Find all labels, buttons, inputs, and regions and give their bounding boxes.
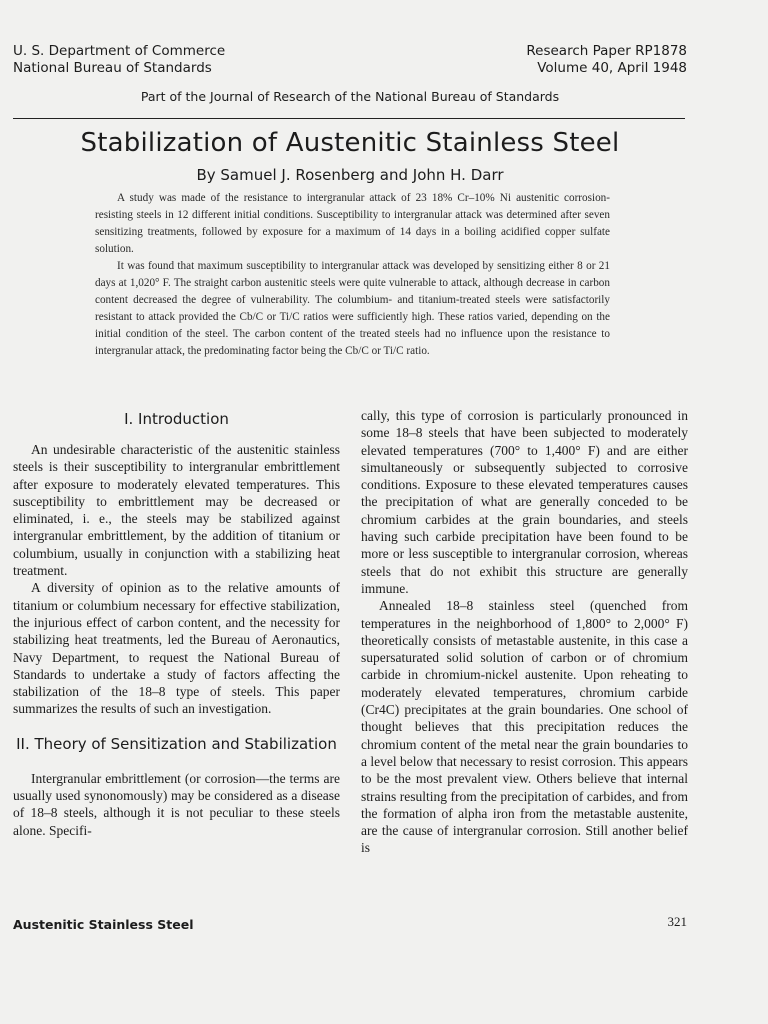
section-heading-theory: II. Theory of Sensitization and Stabilization [16,734,337,753]
page-number: 321 [667,914,687,929]
volume-date: Volume 40, April 1948 [537,60,687,76]
intro-paragraph-2: A diversity of opinion as to the relative amounts of titanium or columbium necessary for effective stabilization, the injurious effect of carbon content, and the necessity for stabilizing heat treatments, led the Bureau of Aeronautics, Navy Department, to request the National Bureau of Standards to undertake a study of factors affecting the stabilization of the 18–8 type of steels. This paper summarizes the results of such an investigation. [13,580,340,717]
running-title: Austenitic Stainless Steel [13,917,194,932]
abstract-paragraph-1: A study was made of the resistance to intergranular attack of 23 18% Cr–10% Ni austenitic corrosion-resisting steels in 12 different initial conditions. Susceptibility to intergranular attack was determined after seven sensitizing treatments, followed by exposure for a maximum of 14 days in a boiling acidified copper sulfate solution. [95,192,610,255]
paper-id: Research Paper RP1878 [526,43,687,59]
agency-line-1: U. S. Department of Commerce [13,43,226,59]
paper-title: Stabilization of Austenitic Stainless Steel [80,128,620,158]
theory-paragraph-2: cally, this type of corrosion is particularly pronounced in some 18–8 steels that have been subjected to moderately elevated temperatures (700° to 1,400° F) and are either simultaneously or subsequently subjected to corrosive conditions. Exposure to these elevated temperatures causes the precipitation of what are generally conceded to be chromium carbides at the grain boundaries, and steels having such carbide precipitation have been found to be more or less susceptible to intergranular corrosion, whereas steels that do not exhibit this structure are generally immune. [361,408,688,596]
right-column [361,407,688,857]
agency-line-2: National Bureau of Standards [13,60,212,76]
theory-paragraph-3: Annealed 18–8 stainless steel (quenched from temperatures in the neighborhood of 1,800° to 2,000° F) theoretically consists of metastable austenite, in this case a supersaturated solid solution of carbon or of chromium carbide in chromium-nickel austenite. Upon reheating to moderately elevated temperatures, chromium carbide (Cr4C) precipitates at the grain boundaries. One school of thought believes that this precipitation reduces the chromium content of the metal near the grain boundaries to a level below that necessary to resist corrosion. This appears to be the most prevalent view. Others believe that internal strains resulting from the precipitation of carbides, and from the formation of alpha iron from the metastable austenite, are the cause of intergranular corrosion. Still another belief is [361,598,688,856]
left-column [13,407,340,839]
journal-line: Part of the Journal of Research of the National Bureau of Standards [140,89,560,104]
agency-block [13,43,225,77]
theory-paragraph-1: Intergranular embrittlement (or corrosion—the terms are usually used synonomously) may be considered as a disease of 18–8 steels, although it is not peculiar to these steels alone. Specifi- [13,770,340,838]
section-heading-introduction: I. Introduction [124,410,229,428]
paper-info-block [526,43,687,77]
authors: By Samuel J. Rosenberg and John H. Darr [196,166,504,184]
intro-paragraph-1: An undesirable characteristic of the austenitic stainless steels is their susceptibility to intergranular embrittlement after exposure to moderately elevated temperatures. This susceptibility to embrittlement may be decreased or eliminated, i. e., the steels may be stabilized against intergranular embrittlement, by the addition of titanium or columbium, usually in conjunction with a stabilizing heat treatment. [13,442,340,579]
abstract-paragraph-2: It was found that maximum susceptibility to intergranular attack was developed by sensitizing either 8 or 21 days at 1,020° F. The straight carbon austenitic steels were quite vulnerable to attack, although decrease in carbon content decreased the degree of vulnerability. The columbium- and titanium-treated steels were satisfactorily resistant to attack provided the Cb/C or Ti/C ratios were sufficiently high. These ratios varied, depending on the initial condition of the steel. The carbon content of the treated steels had no influence upon the resistance to intergranular attack, the predominating factor being the Cb/C or Ti/C ratio. [95,260,610,357]
abstract [95,190,610,360]
header-rule [13,118,685,119]
